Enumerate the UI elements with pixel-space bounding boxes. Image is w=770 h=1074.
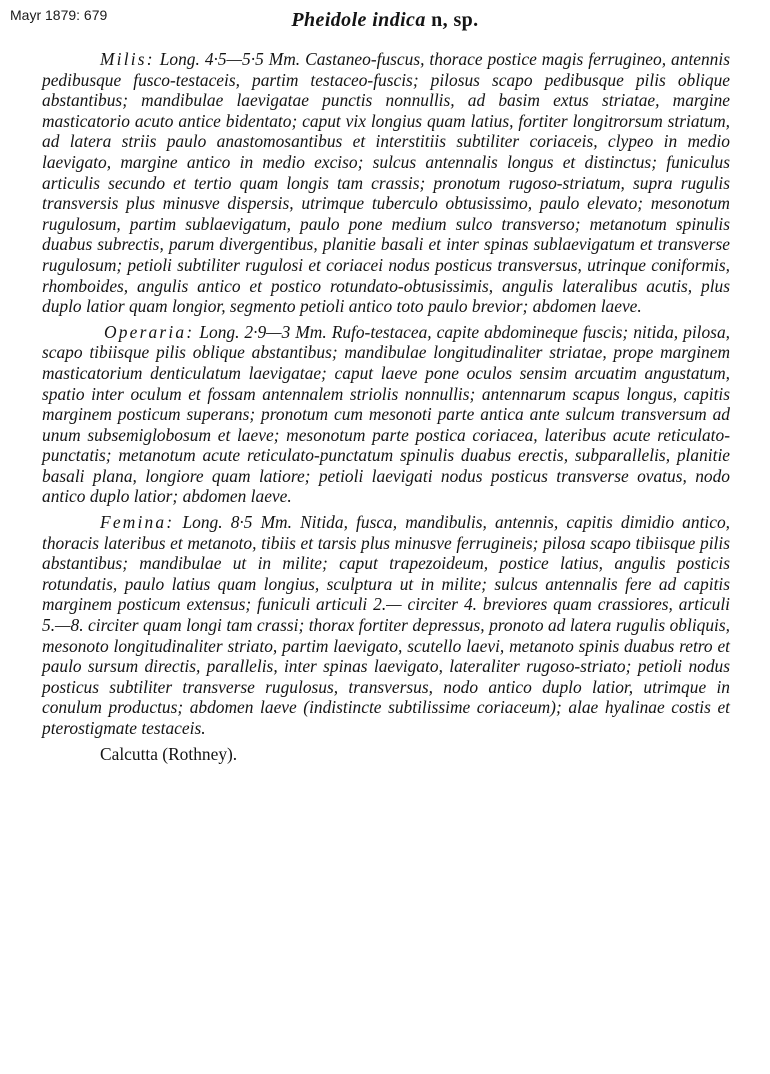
paragraph-miles bbox=[42, 49, 730, 317]
caste-label-miles: Milis: bbox=[100, 49, 155, 69]
caste-label-operaria: Operaria: bbox=[104, 321, 195, 342]
description-body bbox=[42, 49, 730, 764]
taxon-name: Pheidole indica bbox=[291, 9, 426, 31]
taxon-status: n, sp. bbox=[431, 9, 479, 31]
caste-label-femina: Femina: bbox=[100, 512, 175, 533]
source-reference: Mayr 1879: 679 bbox=[10, 7, 108, 23]
paragraph-text-miles: Long. 4·5—5·5 Mm. Castaneo-fuscus, thorace postice magis ferrugineo, antennis pedibusque fusco-testaceis, partim testaceo-fuscis; pilosus scapo pedibusque pilis oblique abstantibus; mandibulae laevigatae punctis nonnullis, ad basim extus striatae, margine masticatorio acuto antice bidentato; caput vix longius quam latius, fortiter longitrorsum striatum, ad latera striis paulo anastomosantibus et interstitiis subtiliter coriaceis, clypeo in medio laevigato, margine antico in medio exciso; sulcus antennalis longus et distinctus; funiculus articulis secundo et tertio quam longis tam crassis; pronotum rugoso-striatum, supra rugulis transversis plus minusve dispersis, utrimque tuberculo obtusissimo, paulo elevato; mesonotum rugulosum, partim sublaevigatum, paulo pone medium sulco transverso; metanotum spinulis duabus subrectis, parum divergentibus, planitie basali et inter spinas sublaevigatum et transverse rugulosum; petioli subtiliter rugulosi et coriacei nodus posticus transversus, utrinque coniformis, rhomboides, angulis antico et postico rotundato-obtusissimis, angulis lateralibus acutis, plus duplo latior quam longior, segmento petioli antico toto paulo brevior; abdomen laeve. bbox=[42, 49, 730, 317]
locality-line: Calcutta (Rothney). bbox=[100, 743, 238, 764]
paragraph-femina bbox=[42, 512, 730, 739]
paragraph-text-operaria: Long. 2·9—3 Mm. Rufo-testacea, capite abdomineque fuscis; nitida, pilosa, scapo tibiisque pilis oblique abstantibus; mandibulae longitudinaliter striatae, prope marginem masticatorium denticulatum laevigatae; caput laeve pone oculos sensim arcuatim angustatum, spatio inter oculum et fossam antennalem striolis nonnullis; antennarum scapus longus, capitis marginem posticum superans; pronotum cum mesonoti parte antica ante sulcum transversum ad unum subsemiglobosum et laeve; mesonotum parte postica coriacea, lateribus acute reticulato-punctatis; metanotum acute reticulato-punctatum spinulis duabus erectis, subparallelis, planitie basali plana, longiore quam latiore; petioli laevigati nodus posticus transverse ovatus, nodo antico duplo latior; abdomen laeve. bbox=[42, 321, 730, 507]
paragraph-operaria bbox=[42, 322, 730, 507]
paragraph-text-femina: Long. 8·5 Mm. Nitida, fusca, mandibulis, antennis, capitis dimidio antico, thoracis lateribus et metanoto, tibiis et tarsis plus minusve ferrugineis; pilosa scapo tibiisque pilis abstantibus; mandibulae ut in milite; caput trapezoideum, postice latius, angulis posticis rotundatis, paulo latius quam longius, sculptura ut in milite; sulcus antennalis fere ad capitis marginem posticum extensus; funiculi articuli 2.— circiter 4. breviores quam crassiores, articuli 5.—8. circiter quam longi tam crassi; thorax fortiter depressus, pronoto ad latera rugulis obliquis, mesonoto longitudinaliter striato, partim laevigato, scutello laevi, metanoto spinis duabus retro et paulo sursum directis, parallelis, inter spinas laevigato, lateraliter rugoso-striato; petioli nodus posticus subtiliter transverse rugulosus, transversus, nodo antico duplo latior, utrimque in conulum productus; abdomen laeve (indistincte subtilissime coriaceum); alae hyalinae costis et pterostigmate testaceis. bbox=[42, 512, 730, 738]
species-title bbox=[0, 9, 770, 32]
